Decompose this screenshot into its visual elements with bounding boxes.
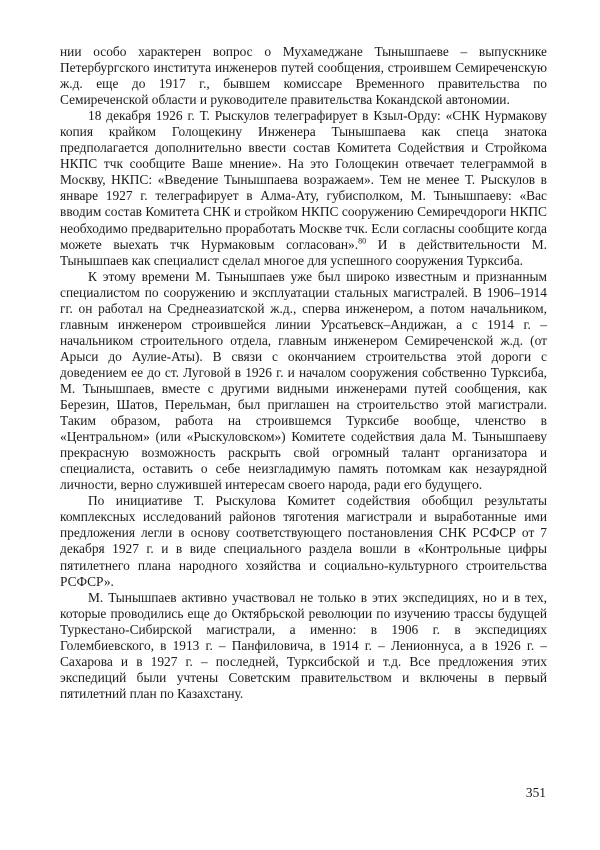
paragraph-2-text: 18 декабря 1926 г. Т. Рыскулов телеграфирует в Кзыл-Орду: «СНК Нурмакову копия крайком Голощекину Инженера Тынышпаева как спеца знатока предполагается дополнительно ввести состав Комитета Содействия и Стройкома НКПС тчк сообщите Ваше мнение». На это Голощекин отвечает телеграммой в Москву, НКПС: «Введение Тынышпаева возражаем». Тем не менее Т. Рыскулов в январе 1927 г. телеграфирует в Алма-Ату, губисполком, М. Тынышпаеву: «Вас вводим состав Комитета СНК и стройком НКПС сооружению Семиречдороги НКПС необходимо предварительно проработать Москве тчк. Если согласны сообщите когда можете выехать тчк Нурмаковым согласован». (60, 108, 547, 252)
paragraph-4: По инициативе Т. Рыскулова Комитет содействия обобщил результаты комплексных исследований районов тяготения магистрали и выработанные ими предложения легли в основу соответствующего постановления СНК РСФСР от 7 декабря 1927 г. и в виде специального раздела вошли в «Контрольные цифры пятилетнего плана народного хозяйства и социально-культурного строительства РСФСР». (60, 493, 547, 589)
page-number: 351 (525, 785, 546, 800)
paragraph-1: нии особо характерен вопрос о Мухамеджане Тынышпаеве – выпускнике Петербургского института инженеров путей сообщения, строившем Семиреченскую ж.д. еще до 1917 г., бывшем комиссаре Временного правительства по Семиреченской области и руководителе правительства Кокандской автономии. (60, 44, 547, 108)
paragraph-2 (60, 108, 547, 268)
paragraph-5: М. Тынышпаев активно участвовал не только в этих экспедициях, но и в тех, которые проводились еще до Октябрьской революции по изучению трассы будущей Туркестано-Сибирской магистрали, а именно: в 1906 г. в экспедициях Голембиевского, в 1913 г. – Панфиловича, в 1914 г. – Ленионнуса, а в 1926 г. – Сахарова и в 1927 г. – последней, Турксибской и т.д. Все предложения этих экспедиций были учтены Советским правительством и включены в первый пятилетний план по Казахстану. (60, 589, 547, 701)
page-body (60, 44, 547, 702)
footnote-marker: 80 (358, 236, 367, 246)
paragraph-3: К этому времени М. Тынышпаев уже был широко известным и признанным специалистом по сооружению и эксплуатации стальных магистралей. В 1906–1914 гг. он работал на Среднеазиатской ж.д., сперва инженером, а потом начальником, главным инженером строившейся линии Урсатьевск–Андижан, а с 1914 г. – начальником строительного отдела, главным инженером Семиреченской ж.д. (от Арыси до Аулие-Аты). В связи с окончанием строительства этой дороги с доведением ее до ст. Луговой в 1926 г. и началом сооружения собственно Турксиба, М. Тынышпаев, вместе с другими видными инженерами путей сообщения, как Березин, Шатов, Перельман, был приглашен на строительство этой магистрали. Таким образом, работа на строившемся Турксибе вообще, членство в «Центральном» (или «Рыскуловском») Комитете содействия дала М. Тынышпаеву прекрасную возможность раскрыть свой огромный талант организатора и специалиста, оставить о себе неизгладимую память потомкам как незаурядной личности, верно служившей интересам своего народа, ради его будущего. (60, 268, 547, 493)
paragraph-2-text-after: И в действительности М. Тынышпаев как специалист сделал многое для успешного сооружения Турксиба. (60, 236, 547, 268)
